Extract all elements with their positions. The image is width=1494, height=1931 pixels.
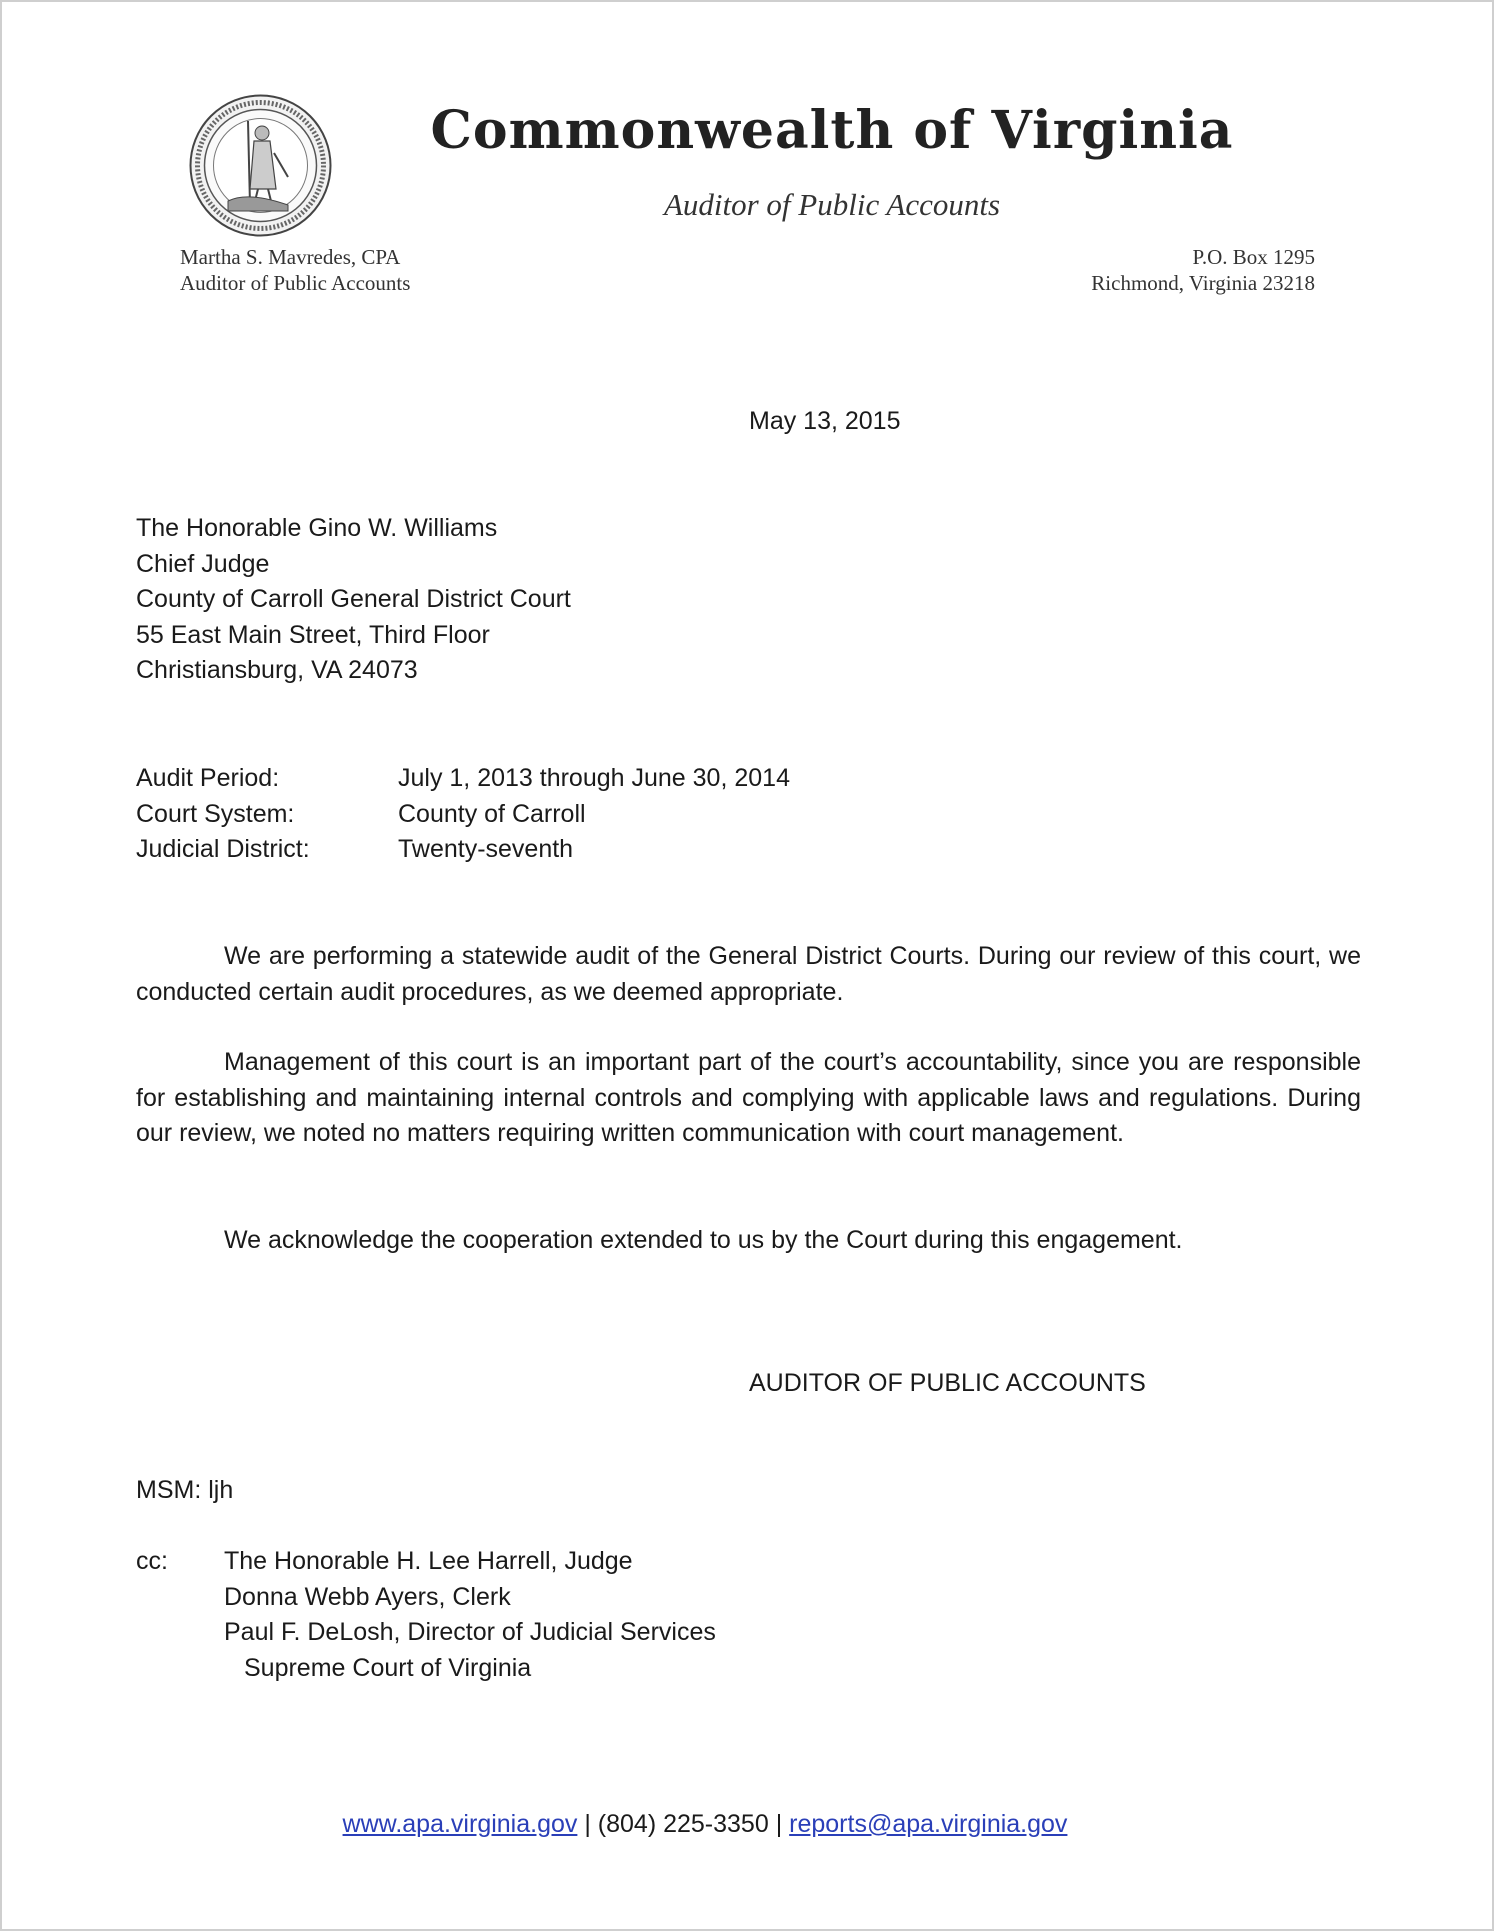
audit-period-row: [136, 761, 790, 797]
reference-initials: MSM: ljh: [136, 1476, 234, 1504]
auditor-name: Martha S. Mavredes, CPA: [180, 245, 401, 269]
recipient-city: Christiansburg, VA 24073: [136, 656, 418, 684]
paragraph-3-text: We acknowledge the cooperation extended to us by the Court during this engagement.: [224, 1226, 1183, 1254]
paragraph-2-text: Management of this court is an important part of the court’s accountability, since you are responsible for establishing and maintaining internal controls and complying with applicable laws and regulations. During our review, we noted no matters requiring written communication with court management.: [136, 1048, 1361, 1147]
footer-separator: |: [768, 1810, 790, 1838]
court-system-value: County of Carroll: [398, 799, 586, 828]
recipient-street: 55 East Main Street, Third Floor: [136, 620, 490, 649]
cc-recipient: The Honorable H. Lee Harrell, Judge: [224, 1547, 633, 1575]
cc-recipients: [224, 1544, 716, 1686]
email-link[interactable]: reports@apa.virginia.gov: [789, 1810, 1068, 1838]
paragraph-1: [136, 939, 1361, 1010]
footer-phone: (804) 225-3350: [597, 1810, 769, 1838]
virginia-seal-icon: [188, 93, 333, 238]
footer-separator: |: [577, 1810, 598, 1838]
judicial-district-label: Judicial District:: [136, 835, 310, 863]
po-box: P.O. Box 1295: [1192, 245, 1315, 269]
cc-recipient-org: Supreme Court of Virginia: [244, 1653, 532, 1682]
cc-label: cc:: [136, 1547, 168, 1575]
audit-period-label: Audit Period:: [136, 764, 280, 792]
judicial-district-value: Twenty-seventh: [398, 835, 574, 863]
auditor-name-block: [180, 244, 410, 296]
audit-period-value: July 1, 2013 through June 30, 2014: [398, 764, 790, 792]
auditor-title: Auditor of Public Accounts: [180, 271, 411, 295]
cc-recipient: Donna Webb Ayers, Clerk: [224, 1582, 511, 1611]
signature-block: AUDITOR OF PUBLIC ACCOUNTS: [749, 1369, 1146, 1397]
paragraph-2: [136, 1045, 1361, 1152]
mailing-address-block: [1091, 244, 1315, 296]
city-state-zip: Richmond, Virginia 23218: [1091, 271, 1315, 295]
court-system-label: Court System:: [136, 799, 295, 828]
paragraph-1-text: We are performing a statewide audit of the General District Courts. During our review of this court, we conducted certain audit procedures, as we deemed appropriate.: [136, 942, 1361, 1006]
recipient-court: County of Carroll General District Court: [136, 585, 571, 613]
court-system-row: [136, 797, 790, 833]
audit-info-table: [136, 761, 790, 868]
paragraph-3: [136, 1223, 1361, 1259]
letterhead-title: Commonwealth of Virginia: [430, 100, 1234, 161]
judicial-district-row: [136, 832, 790, 868]
letterhead-subtitle: Auditor of Public Accounts: [663, 187, 1001, 222]
recipient-address: [136, 511, 571, 689]
recipient-title: Chief Judge: [136, 549, 270, 578]
letter-date: May 13, 2015: [749, 407, 901, 435]
cc-recipient: Paul F. DeLosh, Director of Judicial Services: [224, 1618, 716, 1646]
recipient-name: The Honorable Gino W. Williams: [136, 514, 498, 542]
footer-contact: [2, 1807, 1408, 1843]
website-link[interactable]: www.apa.virginia.gov: [342, 1810, 578, 1838]
